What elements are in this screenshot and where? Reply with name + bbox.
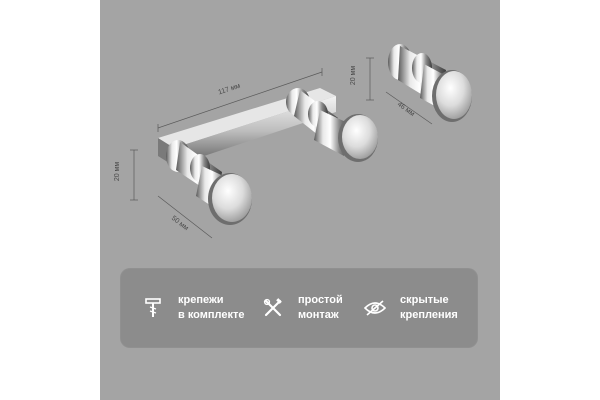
screw-icon (142, 297, 164, 319)
dimension-depth-46-label: 46 мм (395, 100, 416, 119)
hidden-eye-icon (364, 297, 386, 319)
feature-fasteners (142, 268, 245, 348)
dimension-depth-50-label: 50 мм (169, 214, 190, 233)
feature-easy-install-label: простой монтаж (298, 294, 343, 321)
feature-hidden-mounts-label: скрытые крепления (400, 294, 458, 321)
feature-easy-install (262, 268, 343, 348)
dimension-height-left-label: 20 мм (114, 161, 122, 182)
tools-icon (262, 297, 284, 319)
feature-fasteners-label: крепежи в комплекте (178, 294, 245, 321)
dimension-height-right-label: 20 мм (350, 65, 358, 86)
dimension-width-label: 117 мм (217, 82, 242, 97)
feature-hidden-mounts (364, 268, 458, 348)
features-panel (120, 268, 478, 348)
